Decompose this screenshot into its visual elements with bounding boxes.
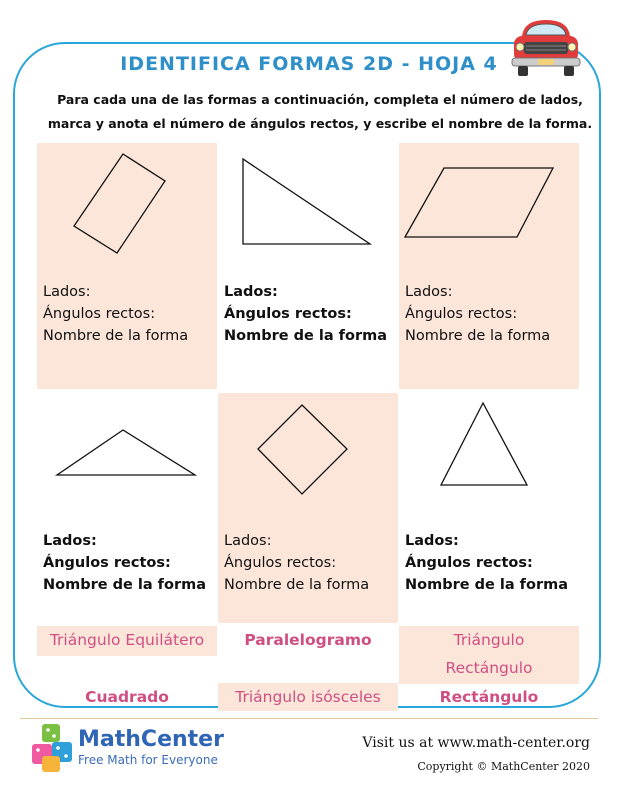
rectangle-icon [37, 143, 217, 273]
brand-name: MathCenter [78, 727, 224, 752]
shape-cell-parallelogram [399, 143, 579, 389]
square-icon [218, 393, 398, 523]
shape-cell-rectangle [37, 143, 217, 389]
sides-label: Lados: [224, 284, 278, 300]
parallelogram-icon [399, 143, 579, 273]
dice-logo-icon [30, 722, 76, 774]
right-angles-label: Ángulos rectos: [405, 555, 533, 571]
brand-tagline: Free Math for Everyone [78, 753, 218, 767]
shape-name-label: Nombre de la forma [43, 328, 189, 344]
sides-label: Lados: [224, 533, 272, 549]
instructions: Para cada una de las formas a continuación, completa el número de lados, marca y anota el número de ángulos rectos, y escribe el nombre de la forma. [47, 92, 593, 131]
answer-option: Cuadrado [85, 688, 169, 706]
footer-divider [20, 718, 598, 719]
right-triangle-icon [218, 143, 398, 273]
shape-cell-right-triangle [218, 143, 398, 389]
website-text: Visit us at www.math-center.org [362, 735, 590, 751]
page-title: IDENTIFICA FORMAS 2D - HOJA 4 [120, 53, 498, 75]
isosceles-triangle-icon [37, 393, 217, 523]
shape-name-label: Nombre de la forma [224, 577, 370, 593]
shape-name-label: Nombre de la forma [43, 577, 206, 593]
shape-name-label: Nombre de la forma [224, 328, 387, 344]
right-angles-label: Ángulos rectos: [224, 306, 352, 322]
shape-cell-square [218, 393, 398, 623]
answer-option: Triángulo isósceles [218, 683, 398, 711]
shape-cell-equilateral-triangle [399, 393, 579, 623]
equilateral-triangle-icon [399, 393, 579, 523]
right-angles-label: Ángulos rectos: [43, 555, 171, 571]
sides-label: Lados: [405, 284, 453, 300]
right-angles-label: Ángulos rectos: [224, 555, 337, 571]
answer-option: Rectángulo [439, 688, 539, 706]
shape-name-label: Nombre de la forma [405, 577, 568, 593]
answer-option: Triángulo Equilátero [37, 626, 217, 656]
sides-label: Lados: [43, 533, 97, 549]
right-angles-label: Ángulos rectos: [405, 306, 518, 322]
copyright-text: Copyright © MathCenter 2020 [417, 760, 590, 773]
answer-option: Triángulo Rectángulo [399, 626, 579, 684]
sides-label: Lados: [43, 284, 91, 300]
sides-label: Lados: [405, 533, 459, 549]
shape-name-label: Nombre de la forma [405, 328, 551, 344]
right-angles-label: Ángulos rectos: [43, 306, 156, 322]
shape-cell-isosceles-triangle [37, 393, 217, 623]
answer-option: Paralelogramo [244, 631, 372, 649]
